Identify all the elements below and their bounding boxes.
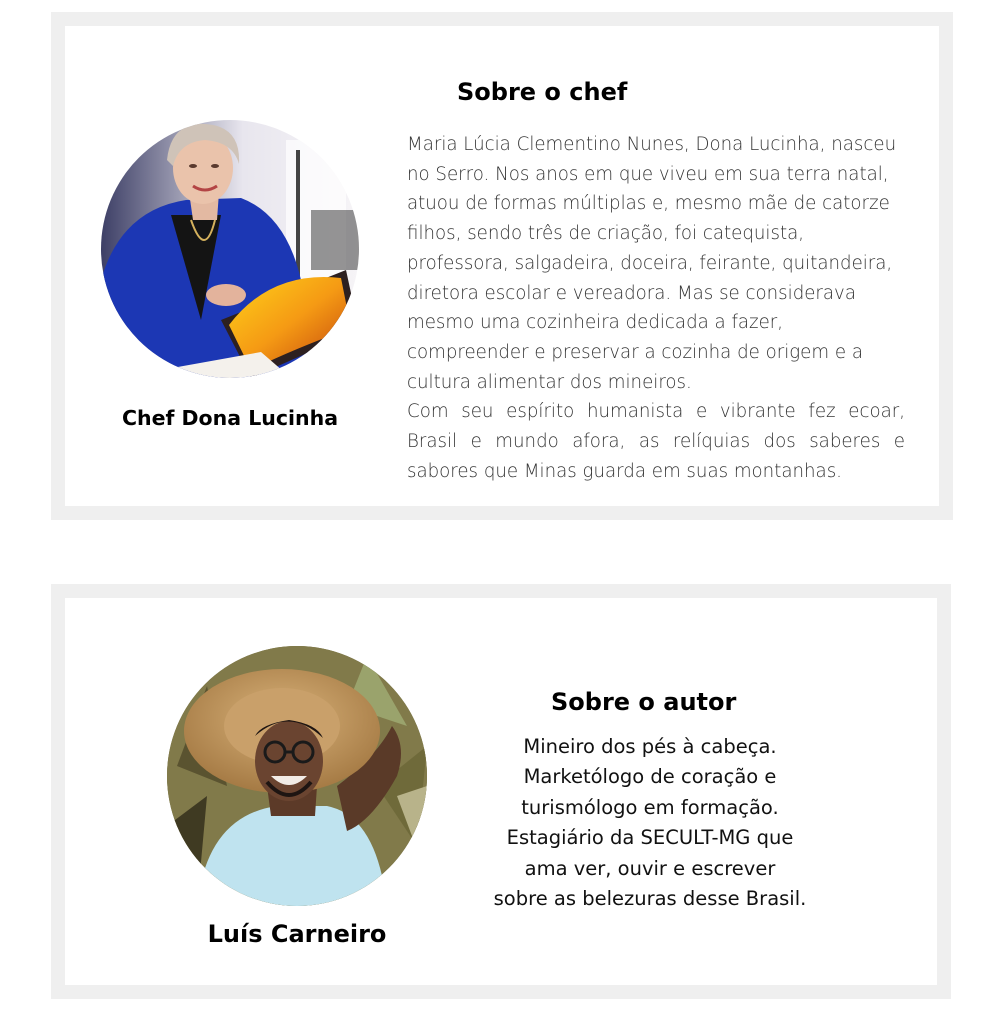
author-bio-line: Mineiro dos pés à cabeça. bbox=[523, 735, 777, 758]
author-portrait bbox=[167, 646, 427, 906]
author-bio-line: ama ver, ouvir e escrever bbox=[524, 856, 776, 880]
chef-bio bbox=[407, 130, 905, 486]
author-name: Luís Carneiro bbox=[207, 920, 387, 948]
chef-name: Chef Dona Lucinha bbox=[121, 406, 339, 430]
author-bio-line: sobre as belezuras desse Brasil. bbox=[493, 887, 807, 911]
chef-heading: Sobre o chef bbox=[457, 78, 628, 106]
chef-bio-paragraph: Com seu espírito humanista e vibrante fez ecoar, Brasil e mundo afora, as relíquias dos saberes e sabores que Minas guarda em suas montanhas. bbox=[407, 401, 905, 482]
author-bio-line: Estagiário da SECULT-MG que bbox=[506, 826, 794, 850]
author-card bbox=[51, 584, 951, 999]
chef-bio-paragraph: Maria Lúcia Clementino Nunes, Dona Lucinha, nasceu no Serro. Nos anos em que viveu em sua terra natal, atuou de formas múltiplas e, mesmo mãe de catorze filhos, sendo três de criação, foi catequista, professora, salgadeira, doceira, feirante, quitandeira, diretora escolar e vereadora. Mas se considerava mesmo uma cozinheira dedicada a fazer, compreender e preservar a cozinha de origem e a cultura alimentar dos mineiros. bbox=[407, 134, 897, 393]
chef-portrait-image bbox=[101, 120, 359, 378]
author-bio-line: Marketólogo de coração e bbox=[523, 765, 777, 789]
author-heading: Sobre o autor bbox=[551, 688, 737, 716]
author-bio-line: turismólogo em formação. bbox=[521, 795, 779, 819]
chef-card bbox=[51, 12, 953, 520]
chef-portrait bbox=[101, 120, 359, 378]
author-portrait-image bbox=[167, 646, 427, 906]
author-bio bbox=[460, 732, 840, 914]
